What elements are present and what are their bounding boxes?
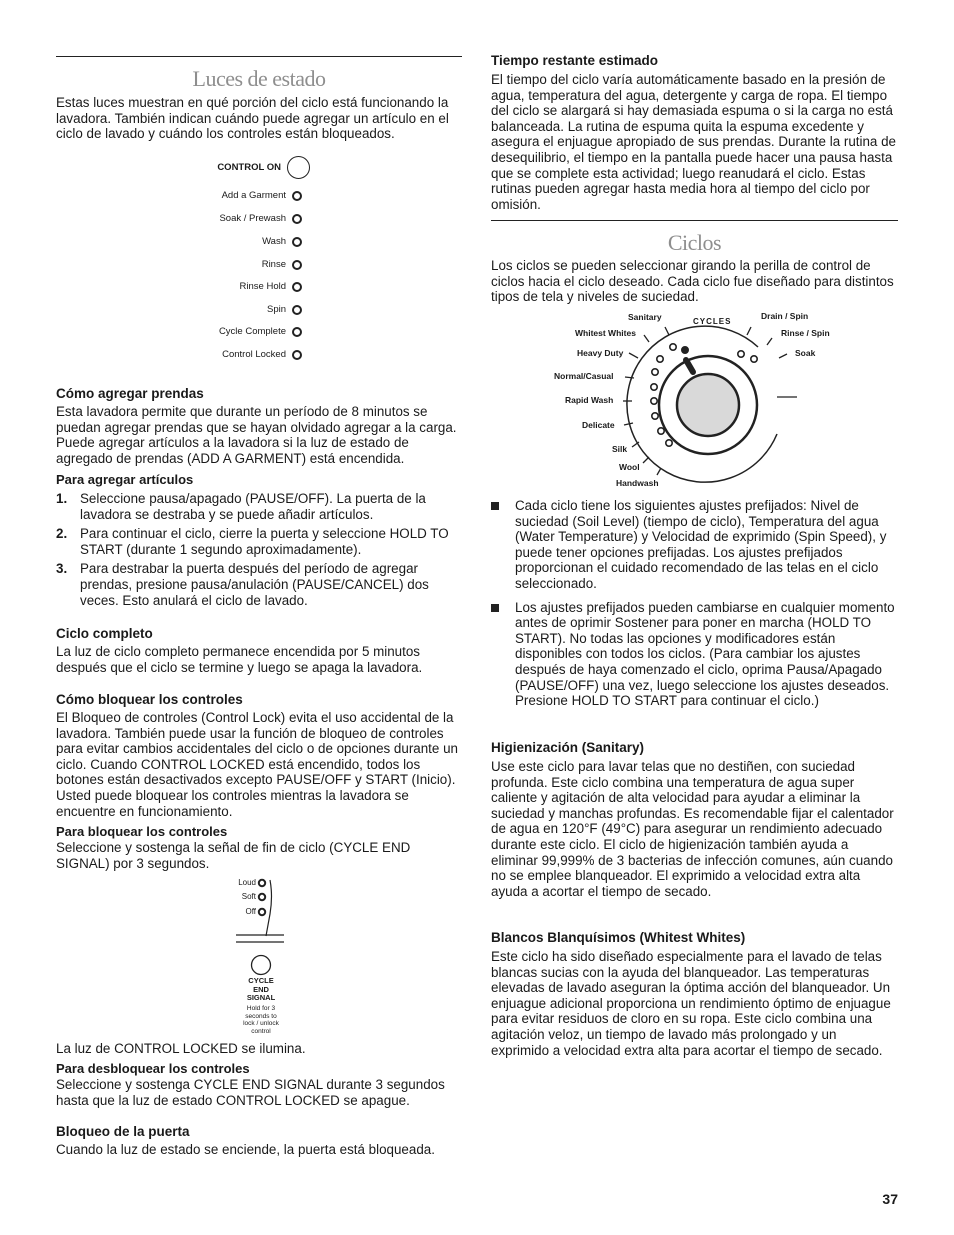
bullet-square-icon (491, 502, 499, 510)
cycle-label-heavy-duty[interactable]: Heavy Duty (577, 348, 624, 358)
door-lock-text: Cuando la luz de estado se enciende, la puerta está bloqueada. (56, 1142, 435, 1157)
status-dot-icon (292, 237, 302, 247)
loud-dot-icon (259, 880, 265, 886)
status-light-wash: Wash (262, 236, 302, 247)
soft-dot-icon (259, 894, 265, 900)
status-light-spin: Spin (267, 304, 302, 315)
list-item: Cada ciclo tiene los siguientes ajustes prefijados: Nivel de suciedad (Soil Level) (tiempo de ciclo), Temperatura del agua (Water Temperature) y Velocidad de exprimido (Spin Speed), y puede tener opciones prefijadas. Los ajustes prefijados proporcionan el cuidado recomendado de las telas en el ciclo seleccionado. (491, 498, 898, 592)
cycle-dial (545, 308, 845, 492)
cycle-label-normal-casual[interactable]: Normal/Casual (554, 371, 614, 381)
dial-pointer-icon (686, 360, 693, 372)
hold-instruction: Hold for 3 seconds to lock / unlock control (243, 1005, 279, 1035)
whitest-whites-heading: Blancos Blanquísimos (Whitest Whites) (491, 930, 746, 945)
signal-level-soft: Soft (241, 892, 256, 901)
cycle-complete-text: La luz de ciclo completo permanece encendida por 5 minutos después que el ciclo se termine y luego se apaga la lavadora. (56, 644, 423, 675)
control-on-row (217, 156, 310, 179)
sanitary-text: Use este ciclo para lavar telas que no destiñen, con suciedad profunda. Este ciclo combina una temperatura de agua super caliente y agitación de alta velocidad para ayudar a eliminar la suciedad y manchas profundas. Es recomendable fijar el calentador de agua en 120°F (49°C) para asegurar un rendimiento adecuado durante este ciclo. El ciclo de higienización también ayuda a eliminar 99,999% de 3 bacterias de infección comunes, aún cuando no se emplee blanqueador. El exprimido a velocidad extra alta ayuda a acortar el tiempo de secado. (491, 759, 894, 899)
add-garment-text: Esta lavadora permite que durante un período de 8 minutos se puedan agregar prendas que se hayan olvidado agregar a la carga. Puede agregar artículos a la lavadora si la luz de estado de agregado de prendas (ADD A GARMENT) está encendida. (56, 404, 457, 466)
cycles-header: CYCLES (693, 317, 732, 326)
cycle-end-signal-button (252, 956, 271, 975)
status-dot-icon (292, 305, 302, 315)
control-on-button[interactable] (287, 156, 310, 179)
status-dot-icon (292, 282, 302, 292)
status-light-add-garment: Add a Garment (222, 190, 302, 201)
cycle-presets-list (491, 498, 898, 717)
cycle-label-handwash[interactable]: Handwash (616, 478, 659, 488)
cycle-complete-heading: Ciclo completo (56, 626, 153, 641)
sanitary-heading: Higienización (Sanitary) (491, 740, 645, 755)
status-light-rinse: Rinse (262, 259, 302, 270)
list-item: Los ajustes prefijados pueden cambiarse en cualquier momento antes de oprimir Sostener para poner en marcha (HOLD TO START). No todas las opciones y modificadores están disponibles con todos los ciclos. (Para cambiar los ajustes después de haya comenzado el ciclo, oprima Pausa/Apagado (PAUSE/OFF) una vez, luego seleccione los ajustes deseados. Presione HOLD TO START para continuar el ciclo.) (491, 600, 898, 709)
add-garment-heading: Cómo agregar prendas (56, 386, 204, 401)
cycle-label-drain-spin[interactable]: Drain / Spin (761, 311, 809, 321)
cycle-end-signal-label: CYCLE END SIGNAL (246, 976, 276, 1002)
status-dot-icon (292, 191, 302, 201)
cycle-label-rapid-wash[interactable]: Rapid Wash (565, 395, 614, 405)
whitest-whites-text: Este ciclo ha sido diseñado especialmente para el lavado de telas blancas sucias con la ayuda del blanqueador. Las temperaturas elevadas de lavado aseguran la óptima acción del blanqueador. Un enjuague adicional proporciona un rendimiento óptimo de enjuague para evitar residuos de cloro en su ropa. Este ciclo combina una agitación veloz, un tiempo de lavado más prolongado y un exprimido a velocidad extra alta para acortar el tiempo de secado. (491, 949, 891, 1058)
cycles-title: Ciclos (667, 230, 722, 255)
right-rule (491, 220, 898, 221)
control-lock-heading: Cómo bloquear los controles (56, 692, 243, 707)
time-remaining-heading: Tiempo restante estimado (491, 53, 659, 68)
cycle-label-sanitary[interactable]: Sanitary (628, 312, 662, 322)
cycle-label-delicate[interactable]: Delicate (582, 420, 615, 430)
cycle-end-signal-panel (226, 874, 296, 1040)
cycle-label-rinse-spin[interactable]: Rinse / Spin (781, 328, 830, 338)
off-dot-icon (259, 909, 265, 915)
add-garment-steps (56, 491, 462, 612)
status-lights-title: Luces de estado (192, 66, 326, 91)
cycle-label-soak[interactable]: Soak (795, 348, 816, 358)
status-dot-icon (292, 327, 302, 337)
door-lock-heading: Bloqueo de la puerta (56, 1124, 190, 1139)
locked-note: La luz de CONTROL LOCKED se ilumina. (56, 1041, 306, 1056)
control-on-label: CONTROL ON (217, 162, 281, 173)
status-lights-panel (200, 154, 312, 364)
time-remaining-text: El tiempo del ciclo varía automáticamente basado en la presión de agua, temperatura del agua, detergente y carga de ropa. El tiempo del ciclo se alargará si hay demasiada espuma o si la carga no está balanceada. La rutina de espuma quita la espuma excedente y asegura el enjuague apropiado de sus prendas. Durante la rutina de desequilibrio, el tiempo en la pantalla puede hacer una pausa hasta que se complete esta actividad; luego reanudará el ciclo. Estas rutinas pueden agregar hasta media hora al tiempo del ciclo por omisión. (491, 72, 896, 212)
status-light-cycle-complete: Cycle Complete (219, 326, 302, 337)
status-dot-icon (292, 214, 302, 224)
dial-knob-inner (677, 374, 739, 436)
control-lock-text: El Bloqueo de controles (Control Lock) evita el uso accidental de la lavadora. También puede usar la función de bloqueo de controles para evitar cambios accidentales del ciclo o de opciones durante un ciclo. Cuando CONTROL LOCKED está encendido, todos los botones están desactivados excepto PAUSE/OFF y START (Inicio). Usted puede bloquear los controles mientras la lavadora se encuentre en funcionamiento. (56, 710, 458, 819)
cycles-intro: Los ciclos se pueden seleccionar girando la perilla de control de ciclos hacia el ciclo deseado. Cada ciclo fue diseñado para distintos tipos de tela y niveles de suciedad. (491, 258, 894, 305)
status-intro: Estas luces muestran en qué porción del ciclo está funcionando la lavadora. También indican cuándo puede agregar un artículo en el ciclo de lavado y cuándo los controles están bloqueados. (56, 95, 449, 142)
lock-controls-text: Seleccione y sostenga la señal de fin de ciclo (CYCLE END SIGNAL) por 3 segundos. (56, 840, 411, 871)
step-item: 1. Seleccione pausa/apagado (PAUSE/OFF). La puerta de la lavadora se destraba y se puede añadir artículos. (56, 491, 426, 522)
step-item: 2. Para continuar el ciclo, cierre la puerta y seleccione HOLD TO START (durante 1 segundo aproximadamente). (56, 526, 449, 557)
left-top-rule (56, 56, 462, 57)
cycle-label-wool[interactable]: Wool (619, 462, 640, 472)
bullet-square-icon (491, 604, 499, 612)
cycle-label-silk[interactable]: Silk (612, 444, 628, 454)
status-dot-icon (292, 260, 302, 270)
unlock-subheading: Para desbloquear los controles (56, 1061, 250, 1076)
step-item: 3. Para destrabar la puerta después del período de agregar prendas, presione pausa/anulación (PAUSE/CANCEL) dos veces. Esto anulará el ciclo de lavado. (56, 561, 429, 608)
lock-controls-subheading: Para bloquear los controles (56, 824, 228, 839)
status-light-control-locked: Control Locked (222, 349, 302, 360)
signal-level-loud: Loud (238, 878, 256, 887)
unlock-text: Seleccione y sostenga CYCLE END SIGNAL durante 3 segundos hasta que la luz de estado CONTROL LOCKED se apague. (56, 1077, 445, 1108)
page-number: 37 (882, 1191, 898, 1207)
signal-level-off: Off (245, 907, 256, 916)
status-dot-icon (292, 350, 302, 360)
add-garment-subheading: Para agregar artículos (56, 472, 194, 487)
status-light-rinse-hold: Rinse Hold (240, 281, 302, 292)
status-light-soak-prewash: Soak / Prewash (219, 213, 302, 224)
cycle-label-whitest-whites[interactable]: Whitest Whites (575, 328, 636, 338)
